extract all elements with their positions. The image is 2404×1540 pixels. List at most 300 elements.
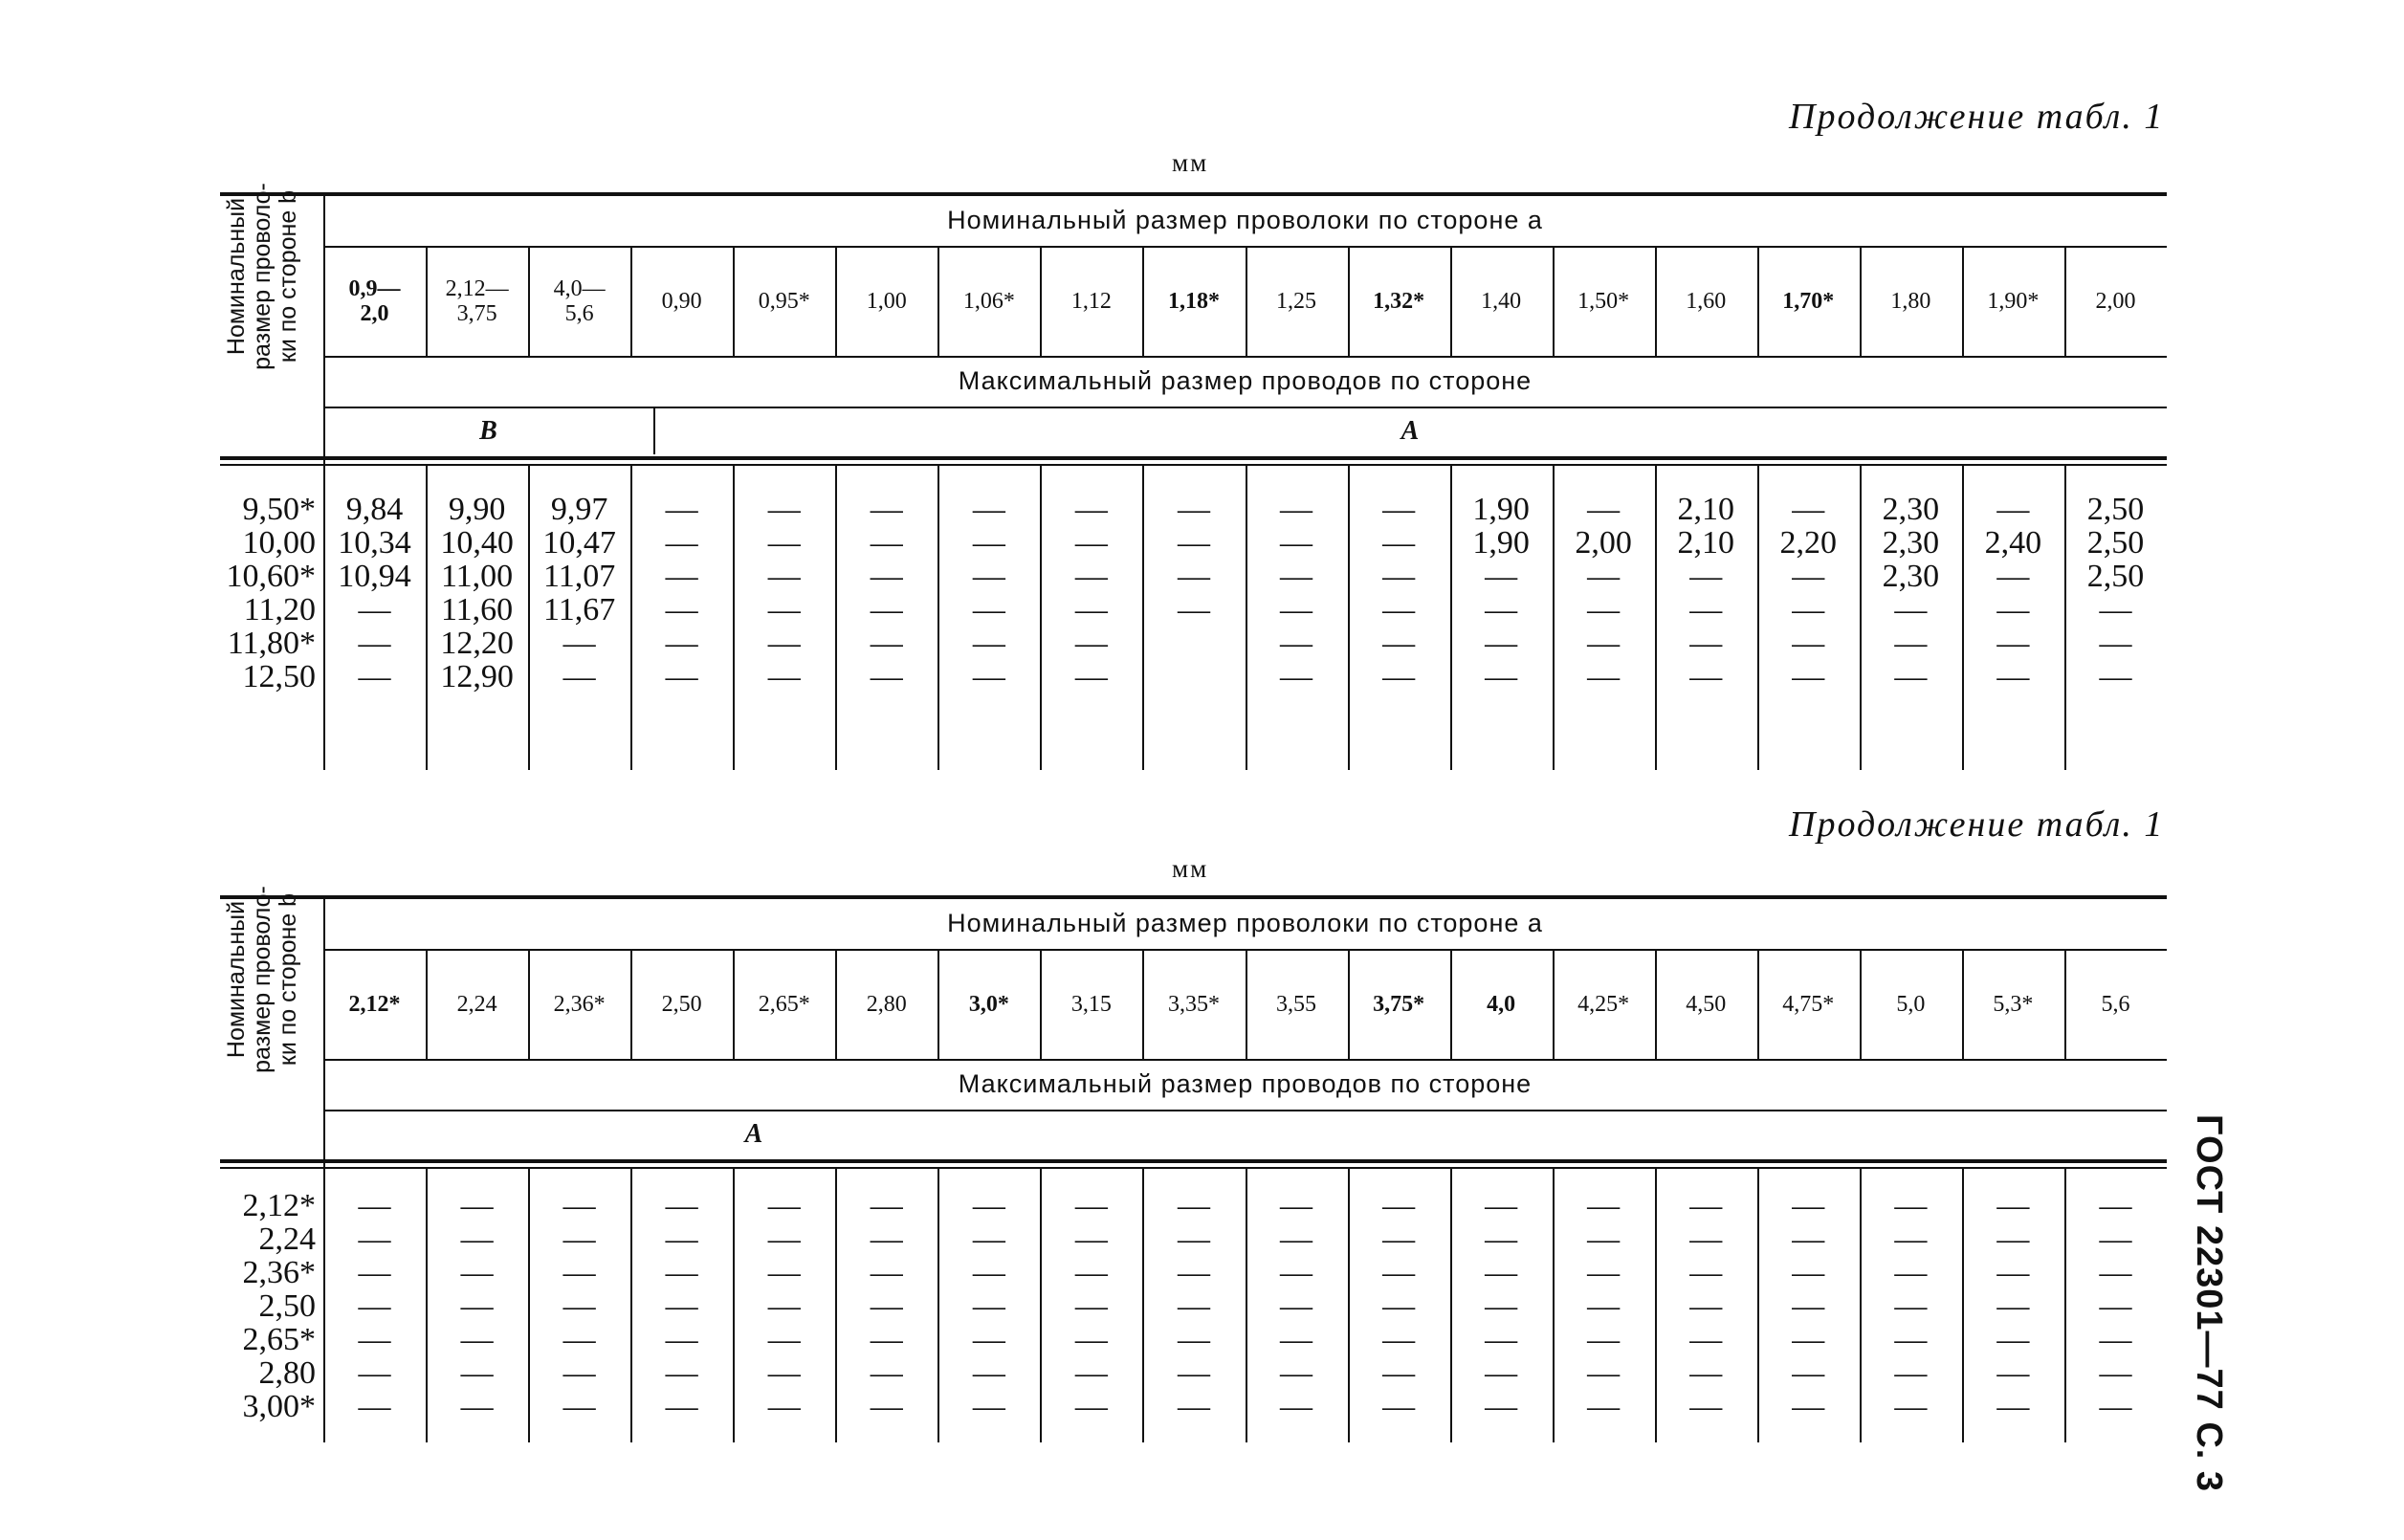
column-header-line: 4,25*	[1577, 991, 1630, 1017]
column-header-line: 1,06*	[962, 288, 1015, 314]
table-cell: —	[562, 1389, 596, 1424]
table-cell: —	[1074, 1255, 1108, 1290]
table-cell: —	[1177, 1188, 1210, 1223]
table-cell: —	[1280, 1389, 1313, 1424]
table-cell: —	[358, 1188, 391, 1223]
table-cell: —	[1587, 659, 1621, 694]
column-header-line: 1,00	[866, 288, 907, 314]
table-cell: —	[1996, 492, 2030, 527]
table-cell: —	[460, 1355, 494, 1391]
table-cell: —	[870, 1288, 903, 1324]
table-cell: —	[1792, 626, 1825, 661]
column-header-line: 1,50*	[1577, 288, 1630, 314]
column-header-line: 1,80	[1890, 288, 1931, 314]
table-cell: —	[1485, 1255, 1518, 1290]
column-header-line: 0,90	[661, 288, 702, 314]
column-header-line: 4,50	[1686, 991, 1727, 1017]
table-cell: —	[1587, 1255, 1621, 1290]
table-cell: —	[358, 626, 391, 661]
table-cell: —	[665, 659, 698, 694]
table-cell: —	[1177, 1355, 1210, 1391]
table-cell: 2,50	[2086, 492, 2145, 527]
table-cell: —	[1382, 1188, 1416, 1223]
table-cell: 2,50	[2086, 559, 2145, 594]
table-cell: —	[665, 1188, 698, 1223]
table-cell: —	[870, 1188, 903, 1223]
table-cell: —	[870, 1389, 903, 1424]
table-bottom	[220, 886, 2167, 1444]
table-cell: —	[972, 492, 1005, 527]
column-header-line: 4,0—	[553, 275, 606, 301]
column-header-line: 0,95*	[758, 288, 810, 314]
table-cell: —	[2099, 1322, 2132, 1357]
row-label: 10,00	[242, 525, 316, 561]
column-header-line: 1,90*	[1987, 288, 2040, 314]
table-cell: —	[1689, 559, 1723, 594]
column-header	[937, 949, 1040, 1059]
table-cell: —	[1280, 559, 1313, 594]
column-header	[1553, 949, 1655, 1059]
table-cell: —	[1177, 1322, 1210, 1357]
max-size-label: Максимальный размер проводов по стороне	[958, 1069, 1533, 1098]
table-cell: —	[1485, 1288, 1518, 1324]
row-header-top: Номинальный размер проволо- ки по стороне b	[223, 183, 301, 370]
table-cell: —	[1894, 626, 1928, 661]
table-cell: —	[2099, 1389, 2132, 1424]
column-header-line: 5,0	[1896, 991, 1926, 1017]
table-cell: —	[1689, 1389, 1723, 1424]
table-cell: —	[1792, 1389, 1825, 1424]
table-cell: —	[2099, 592, 2132, 627]
table-cell: —	[767, 659, 801, 694]
column-header	[2064, 949, 2167, 1059]
column-header	[1246, 246, 1348, 356]
table-cell: —	[1485, 626, 1518, 661]
table-cell: —	[767, 1288, 801, 1324]
table-cell: —	[665, 1255, 698, 1290]
table-cell: —	[358, 1255, 391, 1290]
table-cell: —	[665, 525, 698, 561]
table-cell: —	[1074, 1221, 1108, 1257]
column-header-line: 1,70*	[1782, 288, 1835, 314]
column-header	[1860, 949, 1962, 1059]
table-cell: —	[1792, 592, 1825, 627]
table-cell: —	[1689, 1221, 1723, 1257]
table-cell: 2,00	[1575, 525, 1632, 561]
table-cell: 9,84	[345, 492, 404, 527]
table-cell: —	[1177, 592, 1210, 627]
column-header	[733, 246, 835, 356]
table-cell: —	[1074, 525, 1108, 561]
column-header-line: 2,00	[2095, 288, 2136, 314]
column-header	[426, 246, 528, 356]
table-cell: —	[1996, 559, 2030, 594]
table-cell: —	[1587, 1322, 1621, 1357]
column-header	[1757, 949, 1860, 1059]
column-header	[2064, 246, 2167, 356]
column-header	[1757, 246, 1860, 356]
table-cell: —	[665, 592, 698, 627]
table-cell: —	[1894, 1322, 1928, 1357]
table-cell: —	[358, 1288, 391, 1324]
column-header-line: 5,6	[564, 300, 594, 326]
table-cell: —	[1280, 1355, 1313, 1391]
table-cell: —	[1485, 1188, 1518, 1223]
table-cell: —	[1382, 659, 1416, 694]
table-cell: —	[1792, 1255, 1825, 1290]
table-cell: —	[870, 559, 903, 594]
table-cell: —	[1792, 1221, 1825, 1257]
table-cell: —	[1485, 592, 1518, 627]
table-cell: —	[972, 659, 1005, 694]
table-cell: —	[1792, 559, 1825, 594]
table-cell: —	[358, 1389, 391, 1424]
table-cell: —	[1996, 1221, 2030, 1257]
table-cell: —	[767, 626, 801, 661]
column-header	[1348, 949, 1450, 1059]
table-cell: —	[1074, 1355, 1108, 1391]
column-header	[1142, 949, 1245, 1059]
table-cell: —	[1894, 659, 1928, 694]
column-header-line: 3,15	[1070, 991, 1112, 1017]
table-cell: 10,94	[338, 559, 411, 594]
table-cell: —	[665, 1288, 698, 1324]
table-cell: 10,47	[542, 525, 616, 561]
table-cell: 1,90	[1472, 492, 1530, 527]
table-cell: —	[460, 1255, 494, 1290]
table-cell: —	[1485, 559, 1518, 594]
table-cell: —	[1587, 1221, 1621, 1257]
table-cell: —	[1689, 626, 1723, 661]
nominal-a-label: Номинальный размер проволоки по стороне a	[947, 909, 1543, 937]
table-cell: —	[972, 592, 1005, 627]
table-cell: —	[1074, 626, 1108, 661]
table-cell: —	[1382, 1389, 1416, 1424]
table-cell: —	[2099, 1255, 2132, 1290]
row-label: 11,80*	[227, 626, 316, 661]
table-cell: —	[562, 659, 596, 694]
table-cell: —	[1689, 1322, 1723, 1357]
table-cell: —	[665, 492, 698, 527]
column-header-line: 2,50	[661, 991, 702, 1017]
table-cell: —	[972, 626, 1005, 661]
table-cell: 11,07	[543, 559, 616, 594]
table-cell: —	[1382, 1221, 1416, 1257]
column-header	[733, 949, 835, 1059]
table-cell: —	[1996, 1389, 2030, 1424]
column-header-line: 2,12—	[445, 275, 509, 301]
table-cell: —	[2099, 1221, 2132, 1257]
table-cell: —	[1894, 1389, 1928, 1424]
table-cell: —	[1382, 592, 1416, 627]
row-label: 2,80	[258, 1355, 316, 1391]
table-cell: —	[1587, 1355, 1621, 1391]
table-cell: —	[767, 492, 801, 527]
column-header	[1142, 246, 1245, 356]
table-cell: —	[1074, 1188, 1108, 1223]
table-cell: —	[358, 1322, 391, 1357]
column-header-line: 4,75*	[1782, 991, 1835, 1017]
table-cell: —	[1074, 1389, 1108, 1424]
column-header	[426, 949, 528, 1059]
continuation-title-bottom: Продолжение табл. 1	[1789, 804, 2165, 845]
column-header-line: 5,3*	[1993, 991, 2034, 1017]
column-header	[1962, 949, 2064, 1059]
table-cell: —	[870, 1322, 903, 1357]
row-label: 11,20	[243, 592, 316, 627]
column-header-line: 1,18*	[1167, 288, 1220, 314]
table-cell: —	[1177, 525, 1210, 561]
table-cell: —	[1074, 492, 1108, 527]
table-cell: —	[1894, 1355, 1928, 1391]
table-cell: 10,34	[338, 525, 411, 561]
table-cell: —	[870, 1355, 903, 1391]
table-cell: —	[665, 626, 698, 661]
table-cell: —	[972, 1355, 1005, 1391]
table-cell: —	[460, 1288, 494, 1324]
table-cell: —	[1894, 1255, 1928, 1290]
table-cell: —	[1382, 525, 1416, 561]
column-header	[630, 246, 733, 356]
table-cell: —	[1689, 659, 1723, 694]
table-cell: —	[1996, 1322, 2030, 1357]
column-header	[937, 246, 1040, 356]
table-cell: —	[1894, 1288, 1928, 1324]
table-cell: —	[767, 1255, 801, 1290]
column-header-line: 2,36*	[553, 991, 606, 1017]
table-cell: —	[972, 1221, 1005, 1257]
table-cell: —	[870, 626, 903, 661]
table-cell: —	[562, 1255, 596, 1290]
column-header	[323, 949, 426, 1059]
table-cell: —	[2099, 1355, 2132, 1391]
table-cell: —	[870, 1255, 903, 1290]
table-cell: —	[665, 1355, 698, 1391]
table-cell: —	[1074, 1322, 1108, 1357]
table-cell: —	[1074, 592, 1108, 627]
column-header	[1450, 246, 1553, 356]
table-cell: —	[1587, 626, 1621, 661]
table-cell: —	[1280, 492, 1313, 527]
table-cell: —	[460, 1322, 494, 1357]
table-cell: —	[870, 525, 903, 561]
table-cell: —	[562, 1221, 596, 1257]
table-cell: —	[870, 1221, 903, 1257]
column-header-line: 1,40	[1481, 288, 1522, 314]
table-cell: —	[1485, 1322, 1518, 1357]
table-cell: —	[1280, 1221, 1313, 1257]
table-cell: —	[1689, 1188, 1723, 1223]
column-header-line: 2,24	[456, 991, 497, 1017]
column-header-line: 2,65*	[758, 991, 810, 1017]
column-header	[1348, 246, 1450, 356]
table-cell: 11,67	[543, 592, 616, 627]
row-header-bottom: Номинальный размер проволо- ки по стороне b	[223, 886, 301, 1073]
table-cell: 11,60	[440, 592, 514, 627]
table-cell: 9,90	[448, 492, 506, 527]
table-cell: —	[358, 1221, 391, 1257]
table-cell: —	[1177, 1288, 1210, 1324]
table-cell: —	[972, 559, 1005, 594]
group-label-a: A	[1400, 416, 1420, 446]
column-header	[630, 949, 733, 1059]
table-cell: —	[562, 1322, 596, 1357]
table-cell: —	[1587, 1188, 1621, 1223]
table-cell: —	[358, 659, 391, 694]
table-cell: —	[1996, 1288, 2030, 1324]
table-cell: —	[1689, 1288, 1723, 1324]
table-cell: —	[1382, 492, 1416, 527]
column-header-line: 0,9—	[348, 275, 401, 301]
table-cell: —	[1382, 1288, 1416, 1324]
table-cell: —	[460, 1221, 494, 1257]
unit-label-top: мм	[1172, 148, 1209, 177]
table-cell: 12,20	[440, 626, 514, 661]
table-cell: —	[1894, 592, 1928, 627]
column-header	[1655, 246, 1757, 356]
continuation-title-top: Продолжение табл. 1	[1789, 97, 2165, 137]
row-label: 2,36*	[242, 1255, 316, 1290]
table-cell: —	[1177, 1389, 1210, 1424]
gost-page-label: ГОСТ 22301—77 С. 3	[2189, 1114, 2229, 1493]
table-cell: —	[1587, 559, 1621, 594]
table-cell: —	[1382, 559, 1416, 594]
group-label-a: A	[744, 1119, 763, 1149]
table-cell: —	[1280, 626, 1313, 661]
table-cell: —	[1792, 659, 1825, 694]
row-label: 10,60*	[226, 559, 316, 594]
column-header-line: 3,55	[1276, 991, 1317, 1017]
column-header	[1655, 949, 1757, 1059]
table-cell: —	[767, 1355, 801, 1391]
table-cell: —	[562, 1188, 596, 1223]
column-header-line: 4,0	[1487, 991, 1516, 1017]
column-header	[835, 246, 937, 356]
table-cell: —	[1894, 1188, 1928, 1223]
column-header-line: 3,35*	[1167, 991, 1220, 1017]
table-cell: —	[1074, 1288, 1108, 1324]
table-cell: —	[972, 1322, 1005, 1357]
row-label: 3,00*	[242, 1389, 316, 1424]
table-cell: —	[767, 559, 801, 594]
column-header-line: 1,32*	[1373, 288, 1425, 314]
table-cell: —	[1280, 659, 1313, 694]
table-cell: —	[1792, 1288, 1825, 1324]
table-cell: —	[1996, 1255, 2030, 1290]
row-label: 12,50	[242, 659, 316, 694]
table-cell: —	[562, 626, 596, 661]
table-cell: 10,40	[440, 525, 514, 561]
table-cell: 9,97	[550, 492, 608, 527]
table-cell: 12,90	[440, 659, 514, 694]
table-cell: —	[767, 1322, 801, 1357]
table-cell: —	[460, 1389, 494, 1424]
column-header-line: 3,75*	[1373, 991, 1425, 1017]
column-header-line: 2,0	[360, 300, 389, 326]
table-cell: —	[1996, 626, 2030, 661]
table-cell: 2,20	[1779, 525, 1838, 561]
table-cell: —	[1996, 592, 2030, 627]
table-cell: —	[1689, 1255, 1723, 1290]
table-cell: —	[1177, 1255, 1210, 1290]
table-cell: —	[1587, 592, 1621, 627]
table-cell: —	[1996, 659, 2030, 694]
table-cell: —	[972, 1389, 1005, 1424]
table-cell: —	[562, 1355, 596, 1391]
table-cell: —	[665, 1389, 698, 1424]
table-cell: —	[870, 592, 903, 627]
table-cell: —	[358, 1355, 391, 1391]
table-cell: 2,10	[1677, 525, 1734, 561]
column-header-line: 2,80	[866, 991, 907, 1017]
table-cell: —	[767, 1188, 801, 1223]
table-cell: —	[1382, 1355, 1416, 1391]
table-cell: —	[767, 525, 801, 561]
table-cell: —	[2099, 1288, 2132, 1324]
table-cell: —	[1074, 559, 1108, 594]
table-cell: —	[1382, 1322, 1416, 1357]
table-cell: —	[972, 1188, 1005, 1223]
row-label: 2,24	[258, 1221, 316, 1257]
table-cell: —	[1485, 1389, 1518, 1424]
table-cell: —	[1177, 559, 1210, 594]
table-top	[220, 183, 2167, 775]
table-cell: —	[562, 1288, 596, 1324]
table-cell: —	[460, 1188, 494, 1223]
table-cell: —	[1485, 659, 1518, 694]
column-header	[323, 246, 426, 356]
table-cell: —	[665, 559, 698, 594]
table-cell: —	[2099, 626, 2132, 661]
max-size-label: Максимальный размер проводов по стороне	[958, 366, 1533, 395]
table-cell: —	[2099, 1188, 2132, 1223]
table-cell: —	[1792, 1188, 1825, 1223]
row-label: 2,12*	[242, 1188, 316, 1223]
unit-label-bottom: мм	[1172, 854, 1209, 883]
table-cell: —	[1382, 1255, 1416, 1290]
column-header	[835, 949, 937, 1059]
nominal-a-label: Номинальный размер проволоки по стороне a	[947, 206, 1543, 234]
table-cell: —	[1177, 492, 1210, 527]
group-label-b: B	[479, 416, 497, 446]
table-cell: —	[1587, 1288, 1621, 1324]
table-cell: —	[1996, 1188, 2030, 1223]
table-cell: —	[767, 1221, 801, 1257]
column-header-line: 3,75	[456, 300, 497, 326]
table-cell: —	[1280, 1288, 1313, 1324]
table-cell: —	[1689, 592, 1723, 627]
table-cell: —	[1996, 1355, 2030, 1391]
table-cell: —	[1382, 626, 1416, 661]
table-cell: —	[1280, 1188, 1313, 1223]
column-header-line: 1,12	[1070, 288, 1112, 314]
table-cell: 2,30	[1882, 525, 1940, 561]
row-label: 2,50	[258, 1288, 316, 1324]
table-cell: —	[1280, 592, 1313, 627]
column-header-line: 5,6	[2101, 991, 2130, 1017]
table-cell: —	[972, 525, 1005, 561]
table-cell: —	[1792, 1322, 1825, 1357]
table-cell: —	[2099, 659, 2132, 694]
column-header-line: 2,12*	[348, 991, 401, 1017]
table-cell: —	[1587, 492, 1621, 527]
table-cell: —	[358, 592, 391, 627]
column-header	[1962, 246, 2064, 356]
table-cell: —	[1280, 525, 1313, 561]
column-header	[1040, 246, 1142, 356]
table-cell: 1,90	[1472, 525, 1530, 561]
table-cell: —	[1280, 1322, 1313, 1357]
